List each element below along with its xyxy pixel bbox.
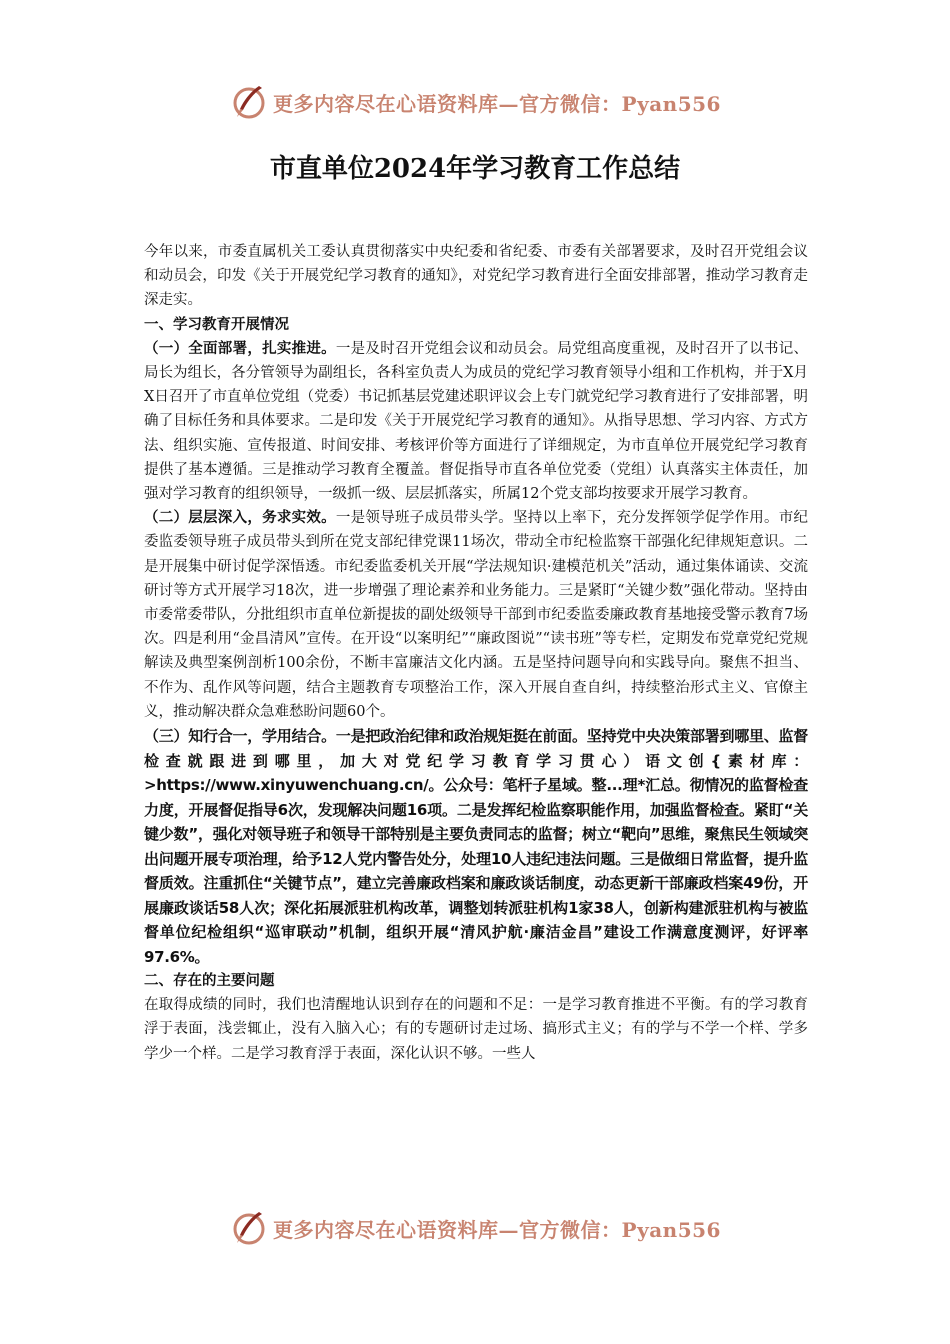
- quill-pen-circle-icon: [229, 82, 269, 122]
- paragraph-2-lead: （二）层层深入，务求实效。: [144, 509, 336, 527]
- banner-text: 更多内容尽在心语资料库—官方微信：Pyan556: [273, 91, 721, 116]
- paragraph-3: （三）知行合一，学用结合。一是把政治纪律和政治规矩挺在前面。坚持党中央决策部署到哪里、监督检查就跟进到哪里，加大对党纪学习教育学习贯心）语文创{素材库：>https://www.xinyuwenchuang.cn/。公众号：笔杆子星域。整...理*汇总。彻情况的监督检查力度，开展督促指导6次，发现解决问题16项。二是发挥纪检监察职能作用，加强监督检查。紧盯“关键少数”，强化对领导班子和领导干部特别是主要负责同志的监督；树立“靶向”思维，聚焦民生领域突出问题开展专项治理，给予12人党内警告处分，处理10人违纪违法问题。三是做细日常监督，提升监督质效。注重抓住“关键节点”，建立完善廉政档案和廉政谈话制度，动态更新干部廉政档案49份，开展廉政谈话58人次；深化拓展派驻机构改革，调整划转派驻机构1家38人，创新构建派驻机构与被监督单位纪检组织“巡审联动”机制，组织开展“清风护航·廉洁金昌”建设工作满意度测评，好评率97.6%。: [144, 727, 808, 966]
- quill-pen-circle-icon: [229, 1208, 269, 1248]
- document-title: 市直单位2024年学习教育工作总结: [269, 154, 681, 184]
- paragraph-2-body: 一是领导班子成员带头学。坚持以上率下，充分发挥领学促学作用。市纪委监委领导班子成员带头到所在党支部纪律党课11场次，带动全市纪检监察干部强化纪律规矩意识。二是开展集中研讨促学深悟透。市纪委监委机关开展“学法规知识·建模范机关”活动，通过集体诵读、交流研讨等方式开展学习18次，进一步增强了理论素养和业务能力。三是紧盯“关键少数”强化带动。坚持由市委常委带队，分批组织市直单位新提拔的副处级领导干部到市纪委监委廉政教育基地接受警示教育7场次。四是利用“金昌清风”宣传。在开设“以案明纪”“廉政图说”“读书班”等专栏，定期发布党章党纪党规解读及典型案例剖析100余份，不断丰富廉洁文化内涵。五是坚持问题导向和实践导向。聚焦不担当、不作为、乱作风等问题，结合主题教育专项整治工作，深入开展自查自纠，持续整治形式主义、官僚主义，推动解决群众急难愁盼问题60个。: [144, 510, 809, 720]
- banner-text-footer: 更多内容尽在心语资料库—官方微信：Pyan556: [273, 1217, 721, 1242]
- section-heading-1: 一、学习教育开展情况: [144, 315, 289, 333]
- header-banner: [0, 82, 950, 122]
- paragraph-4: 在取得成绩的同时，我们也清醒地认识到存在的问题和不足：一是学习教育推进不平衡。有的学习教育浮于表面，浅尝辄止，没有入脑入心；有的专题研讨走过场、搞形式主义；有的学与不学一个样、学多学少一个样。二是学习教育浮于表面，深化认识不够。一些人: [144, 997, 808, 1062]
- paragraph-1-body: 一是及时召开党组会议和动员会。局党组高度重视，及时召开了以书记、局长为组长，各分管领导为副组长，各科室负责人为成员的党纪学习教育领导小组和工作机构，并于X月X日召开了市直单位党组（党委）书记抓基层党建述职评议会上专门就党纪学习教育进行了安排部署，明确了目标任务和具体要求。二是印发《关于开展党纪学习教育的通知》。从指导思想、学习内容、方式方法、组织实施、宣传报道、时间安排、考核评价等方面进行了详细规定，为市直单位开展党纪学习教育提供了基本遵循。三是推动学习教育全覆盖。督促指导市直各单位党委（党组）认真落实主体责任，加强对学习教育的组织领导，一级抓一级、层层抓落实，所属12个党支部均按要求开展学习教育。: [144, 340, 809, 503]
- intro-paragraph: 今年以来，市委直属机关工委认真贯彻落实中央纪委和省纪委、市委有关部署要求，及时召开党组会议和动员会，印发《关于开展党纪学习教育的通知》，对党纪学习教育进行全面安排部署，推动学习教育走深走实。: [144, 244, 808, 309]
- paragraph-2: [144, 506, 808, 724]
- paragraph-1-lead: （一）全面部署，扎实推进。: [144, 339, 336, 357]
- paragraph-1: [144, 337, 808, 506]
- footer-banner: [0, 1208, 950, 1248]
- section-heading-2: 二、存在的主要问题: [144, 972, 275, 990]
- document-body: [144, 240, 808, 1066]
